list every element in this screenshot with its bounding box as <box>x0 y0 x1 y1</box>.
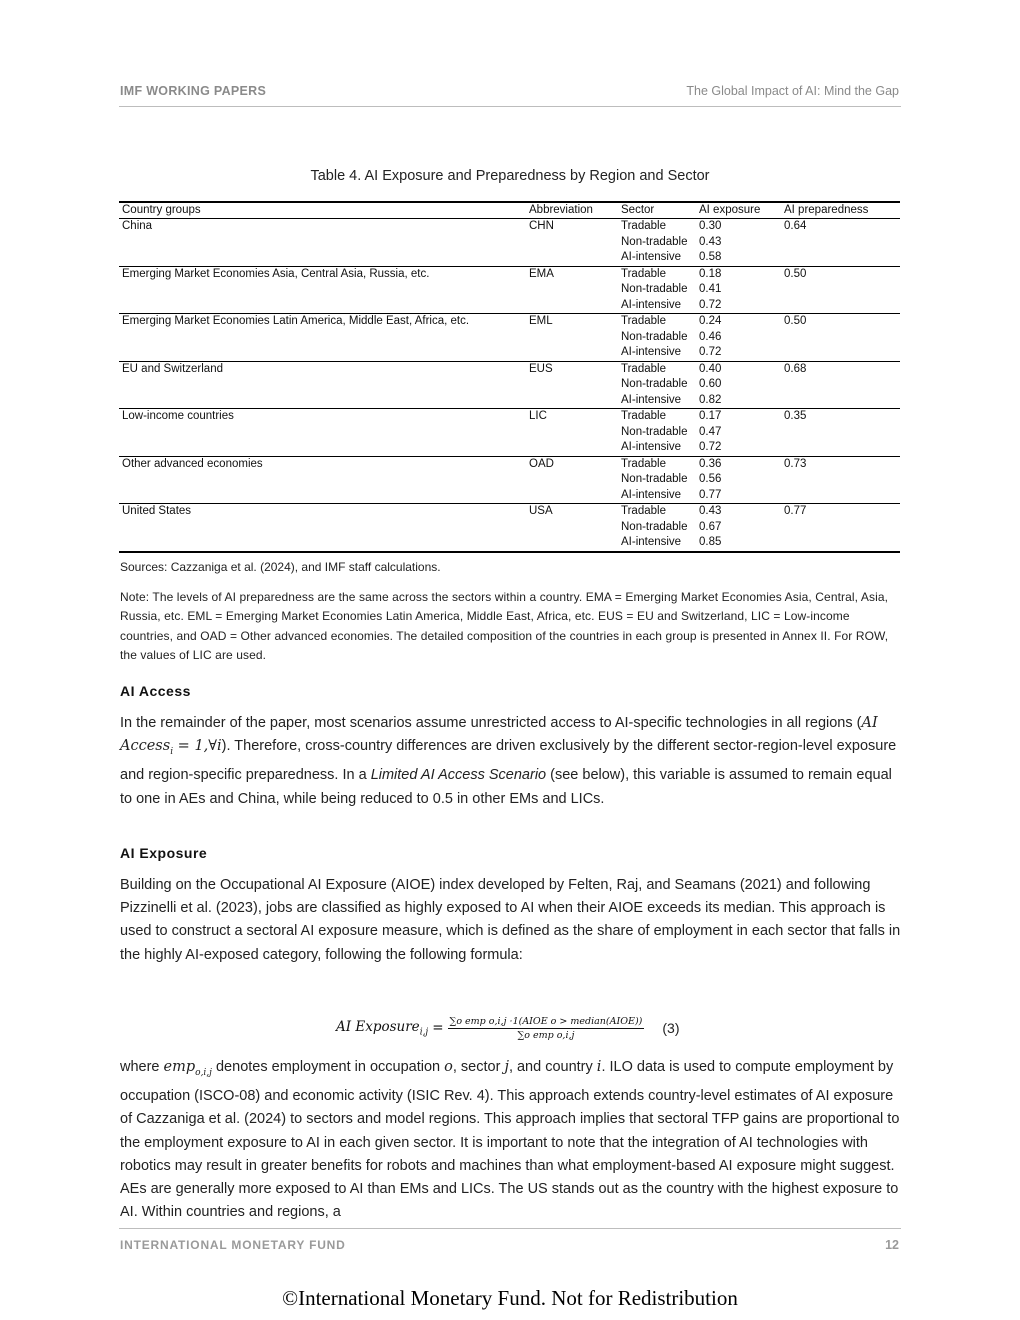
cell-preparedness: 0.73 <box>784 457 807 470</box>
text-run: ). Therefore, cross-country differences are driven exclusively by the different sector-region-level exposure and region-specific preparedness. In a <box>120 738 897 784</box>
cell-sector: Tradable <box>621 505 666 517</box>
copyright-notice: ©International Monetary Fund. Not for Redistribution <box>282 1286 738 1310</box>
equation-fraction <box>448 1016 645 1041</box>
cell-preparedness: 0.77 <box>784 505 807 517</box>
cell-exposure: 0.47 <box>699 425 722 438</box>
section-heading-ai-exposure: AI Exposure <box>120 845 208 861</box>
running-header-series: IMF WORKING PAPERS <box>120 84 267 98</box>
table-group <box>119 361 900 409</box>
text-run: . ILO data is used to compute employment by occupation (ISCO-08) and economic activity (ISIC Rev. 4). This approach extends country-level estimates of AI exposure of Cazzaniga et al. (2024) to sectors and model regions. This approach implies that sectoral TFP gains are proportional to the employment exposure to AI in each given sector. It is important to note that the integration of AI technologies with robotics may result in greater benefits for robots and machines than what employment-based AI exposure might suggest. AEs are generally more exposed to AI than EMs and LICs. The US stands out as the country with the highest exposure to AI. Within countries and regions, a <box>120 1059 900 1221</box>
math-condition: = 1,∀i <box>173 738 222 755</box>
math-symbol: AI Access <box>120 715 878 755</box>
equation-lhs-subscript: i,j <box>419 1027 429 1038</box>
cell-abbreviation <box>526 250 618 266</box>
cell-abbreviation <box>526 535 618 552</box>
cell-sector: AI-intensive <box>621 536 682 548</box>
cell-country <box>119 235 526 251</box>
cell-exposure: 0.17 <box>699 410 722 422</box>
table-note: Note: The levels of AI preparedness are the same across the sectors within a country. EMA = Emerging Market Economies Asia, Central, Asia, Russia, etc. EML = Emerging Market Economies Latin America, Middle East, Africa, etc. EUS = EU and Switzerland, LIC = Low-income countries, and OAD = Other advanced economies. The detailed composition of the countries in each group is presented in Annex II. For ROW, the values of LIC are used. <box>120 590 889 662</box>
text-run: , and country <box>508 1059 597 1075</box>
cell-country: Low-income countries <box>122 410 234 422</box>
cell-preparedness: 0.64 <box>784 220 807 232</box>
cell-abbreviation <box>526 330 618 346</box>
cell-abbreviation: EUS <box>529 362 553 375</box>
math-j: j <box>504 1059 509 1075</box>
cell-abbreviation <box>526 520 618 536</box>
where-paragraph <box>120 1056 905 1224</box>
equation-lhs-symbol: AI Exposure <box>336 1018 420 1035</box>
text-run: denotes employment in occupation <box>211 1059 445 1075</box>
cell-abbreviation <box>526 472 618 488</box>
cell-country <box>119 345 526 361</box>
cell-sector: Non-tradable <box>621 473 688 485</box>
equation-lhs <box>336 1019 428 1038</box>
table-caption: Table 4. AI Exposure and Preparedness by Region and Sector <box>310 168 710 184</box>
cell-sector: Non-tradable <box>621 425 688 438</box>
cell-country: Emerging Market Economies Asia, Central Asia, Russia, etc. <box>122 267 430 280</box>
cell-exposure: 0.30 <box>699 220 722 232</box>
cell-abbreviation: OAD <box>529 457 554 470</box>
cell-sector: Non-tradable <box>621 520 688 533</box>
ai-access-paragraph <box>120 712 905 811</box>
cell-preparedness: 0.35 <box>784 410 807 422</box>
cell-sector: AI-intensive <box>621 251 682 263</box>
cell-country <box>119 535 526 552</box>
cell-abbreviation <box>526 298 618 314</box>
cell-abbreviation: EMA <box>529 267 554 280</box>
cell-sector: Tradable <box>621 220 666 232</box>
cell-country: EU and Switzerland <box>122 362 223 375</box>
column-header-country: Country groups <box>122 204 201 216</box>
table-group <box>119 504 900 552</box>
cell-country <box>119 330 526 346</box>
cell-exposure: 0.72 <box>699 441 722 453</box>
cell-sector: Non-tradable <box>621 330 688 343</box>
table-row <box>119 504 900 520</box>
cell-abbreviation <box>526 377 618 393</box>
table-row <box>119 314 900 330</box>
scenario-name: Limited AI Access Scenario <box>370 767 547 784</box>
cell-sector: Non-tradable <box>621 378 688 390</box>
cell-exposure: 0.67 <box>699 520 722 533</box>
column-header-sector: Sector <box>621 204 655 216</box>
cell-country <box>119 425 526 441</box>
table-row <box>119 266 900 282</box>
cell-country <box>119 250 526 266</box>
math-i: i <box>596 1059 602 1075</box>
cell-exposure: 0.85 <box>699 536 722 548</box>
equation-ai-exposure <box>336 1008 680 1048</box>
equation-number: (3) <box>662 1020 680 1036</box>
cell-abbreviation: CHN <box>529 220 554 232</box>
table-row <box>119 456 900 472</box>
cell-country: Other advanced economies <box>122 457 263 470</box>
table-sources: Sources: Cazzaniga et al. (2024), and IMF staff calculations. <box>120 560 441 574</box>
cell-preparedness: 0.68 <box>784 362 807 375</box>
cell-sector: AI-intensive <box>621 393 682 406</box>
text-run: (see below), this variable is assumed to remain equal to one in AEs and China, while being reduced to 0.5 in other EMs and LICs. <box>120 767 892 807</box>
cell-exposure: 0.36 <box>699 457 722 470</box>
cell-country: Emerging Market Economies Latin America, Middle East, Africa, etc. <box>122 315 470 327</box>
cell-preparedness: 0.50 <box>784 267 807 280</box>
cell-abbreviation <box>526 440 618 456</box>
cell-sector: Tradable <box>621 267 666 280</box>
footer-publisher: INTERNATIONAL MONETARY FUND <box>120 1238 346 1252</box>
ai-exposure-paragraph: Building on the Occupational AI Exposure (AIOE) index developed by Felten, Raj, and Seamans (2021) and following Pizzinelli et al. (2023), jobs are classified as highly exposed to AI when their AIOE exceeds its median. This approach is used to construct a sectoral AI exposure measure, which is defined as the share of employment in each sector that falls in the highly AI-exposed category, following the following formula: <box>120 877 901 963</box>
text-run: where <box>120 1059 164 1075</box>
cell-country <box>119 488 526 504</box>
table-group <box>119 219 900 267</box>
cell-exposure: 0.72 <box>699 346 722 358</box>
cell-exposure: 0.56 <box>699 473 722 485</box>
cell-sector: AI-intensive <box>621 441 682 453</box>
cell-abbreviation <box>526 282 618 298</box>
table-header-row <box>119 202 900 219</box>
table-row <box>119 409 900 425</box>
cell-exposure: 0.60 <box>699 378 722 390</box>
cell-abbreviation: EML <box>529 315 553 327</box>
cell-country: China <box>122 220 153 232</box>
cell-abbreviation: LIC <box>529 410 547 422</box>
cell-abbreviation <box>526 345 618 361</box>
text-run: , sector <box>452 1059 505 1075</box>
cell-abbreviation <box>526 393 618 409</box>
cell-country <box>119 298 526 314</box>
cell-sector: AI-intensive <box>621 488 682 501</box>
column-header-exposure: AI exposure <box>699 204 761 216</box>
cell-sector: AI-intensive <box>621 346 682 358</box>
cell-country <box>119 393 526 409</box>
math-o: o <box>444 1059 453 1075</box>
cell-sector: Tradable <box>621 457 666 470</box>
cell-exposure: 0.72 <box>699 298 722 311</box>
math-subscript: i <box>170 747 174 758</box>
cell-exposure: 0.43 <box>699 235 722 248</box>
column-header-preparedness: AI preparedness <box>784 204 869 216</box>
cell-sector: AI-intensive <box>621 298 682 311</box>
cell-abbreviation: USA <box>529 505 553 517</box>
table-row <box>119 361 900 377</box>
cell-sector: Tradable <box>621 410 666 422</box>
cell-country <box>119 377 526 393</box>
header-divider <box>119 106 901 107</box>
cell-exposure: 0.41 <box>699 283 722 295</box>
equation-denominator: ∑o emp o,i,j <box>517 1029 575 1041</box>
math-emp <box>163 1059 212 1078</box>
cell-exposure: 0.46 <box>699 330 722 343</box>
cell-abbreviation <box>526 425 618 441</box>
math-symbol: emp <box>163 1059 196 1075</box>
cell-abbreviation <box>526 488 618 504</box>
text-run: In the remainder of the paper, most scenarios assume unrestricted access to AI-specific technologies in all regions ( <box>120 715 862 731</box>
cell-country <box>119 440 526 456</box>
running-header-title: The Global Impact of AI: Mind the Gap <box>686 84 899 98</box>
page-number: 12 <box>885 1238 899 1252</box>
cell-exposure: 0.18 <box>699 267 722 280</box>
equation-numerator: ∑o emp o,i,j ·1(AIOE o > median(AIOE)) <box>449 1015 643 1027</box>
cell-country: United States <box>122 505 192 517</box>
cell-country <box>119 520 526 536</box>
cell-sector: Tradable <box>621 315 666 327</box>
cell-exposure: 0.24 <box>699 315 722 327</box>
cell-sector: Non-tradable <box>621 283 688 295</box>
cell-exposure: 0.82 <box>699 393 722 406</box>
equals-sign: = <box>432 1020 444 1036</box>
cell-exposure: 0.58 <box>699 251 722 263</box>
cell-country <box>119 282 526 298</box>
cell-abbreviation <box>526 235 618 251</box>
cell-sector: Non-tradable <box>621 235 688 248</box>
cell-exposure: 0.77 <box>699 488 722 501</box>
column-header-abbreviation: Abbreviation <box>529 204 593 216</box>
table-row <box>119 219 900 235</box>
section-heading-ai-access: AI Access <box>120 683 191 699</box>
table-group <box>119 409 900 457</box>
table-group <box>119 266 900 314</box>
table-group <box>119 314 900 362</box>
cell-preparedness: 0.50 <box>784 315 807 327</box>
footer-divider <box>119 1228 901 1229</box>
cell-sector: Tradable <box>621 362 666 375</box>
table-group <box>119 456 900 504</box>
math-subscript: o,i,j <box>195 1067 212 1078</box>
cell-exposure: 0.40 <box>699 362 722 375</box>
exposure-preparedness-table <box>119 201 900 553</box>
cell-exposure: 0.43 <box>699 505 722 517</box>
cell-country <box>119 472 526 488</box>
